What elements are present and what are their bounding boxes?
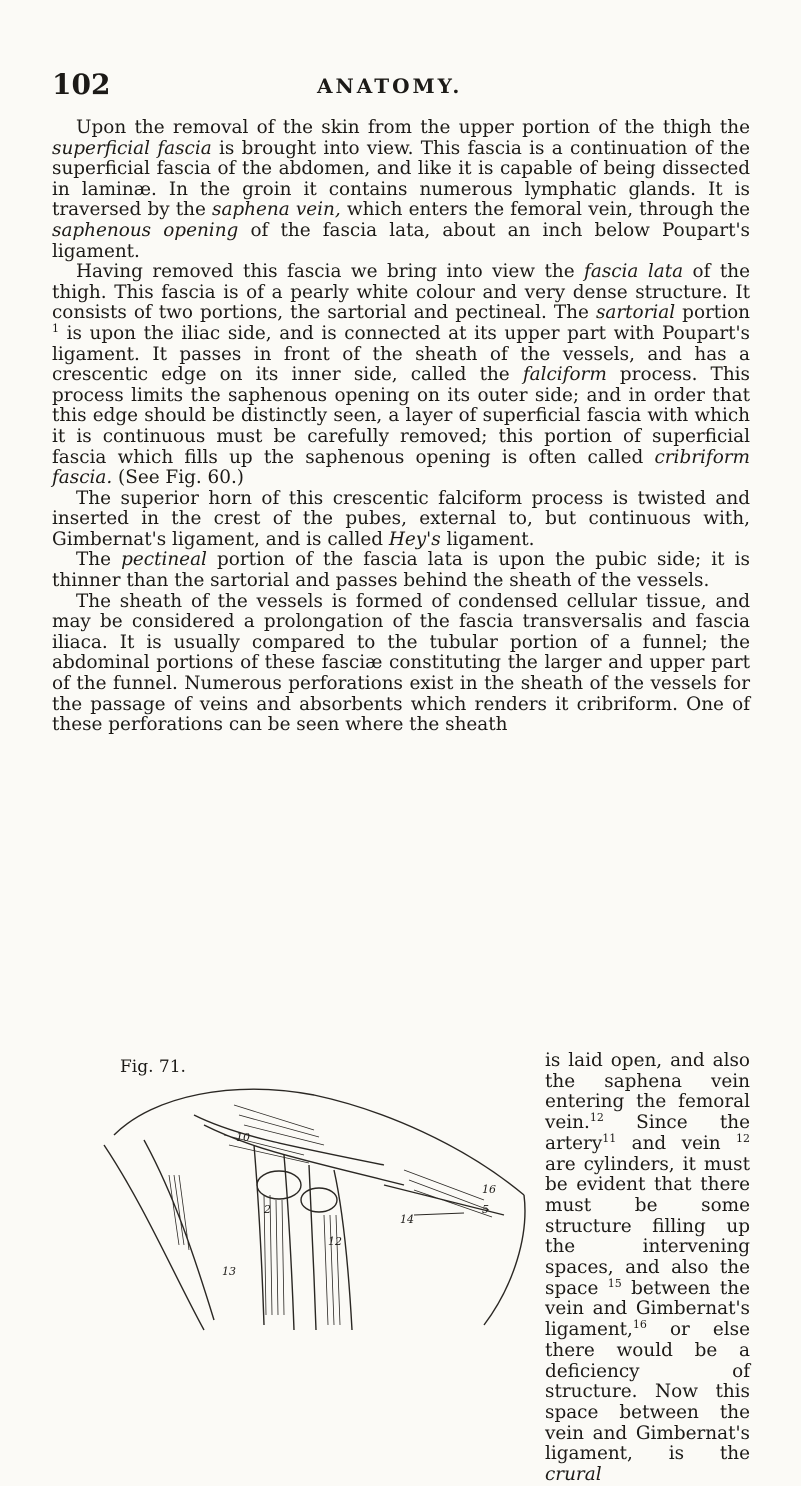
anatomical-illustration [84, 1075, 540, 1335]
figure-number-10: 10 [236, 1131, 250, 1144]
paragraph-5: The sheath of the vessels is formed of condensed cellular tissue, and may be considered a prolongation of the fascia transversalis and fascia iliaca. It is usually compared to the tubular portion of a funnel; the abdominal portions of these fasciæ constituting the larger and upper part of the funnel. Numerous perforations exist in the sheath of the vessels for the passage of veins and absorbents which renders it cribriform. One of these perforations can be seen where the sheath [52, 590, 750, 736]
figure-number-16: 16 [482, 1183, 496, 1196]
main-text [52, 118, 750, 736]
figure-number-13: 13 [222, 1265, 236, 1278]
fig-71-drawing [84, 1075, 540, 1335]
figure-number-12: 12 [328, 1235, 342, 1248]
figure-number-2: 2 [264, 1203, 271, 1216]
figure-label: Fig. 71. [120, 1057, 186, 1077]
paragraph-4: The pectineal portion of the fascia lata is upon the pubic side; it is thinner than the sartorial and passes behind the sheath of the vessels. [52, 549, 750, 592]
page-number: 102 [52, 68, 111, 101]
running-title: ANATOMY. [317, 74, 463, 98]
paragraph-3: The superior horn of this crescentic falciform process is twisted and inserted in the crest of the pubes, external to, but continuous with, Gimbernat's ligament, and is called Hey's ligament. [52, 487, 750, 550]
wrapped-text: is laid open, and also the saphena vein entering the femoral vein.$^{12}$ Since the artery$^{11}$ and vein $^{12}$ are cylinders, it must be evident that there must be some structure filling up the intervening spaces, and also the space $^{15}$ between the vein and Gimbernat's ligament,$^{16}$ or else there would be a deficiency of structure. Now this space between the vein and Gimbernat's ligament, is the crural [545, 1050, 750, 1486]
figure-number-5: 5 [482, 1203, 489, 1216]
paragraph-1: Upon the removal of the skin from the upper portion of the thigh the superficial fascia is brought into view. This fascia is a continuation of the superficial fascia of the abdomen, and like it is capable of being dissected in laminæ. In the groin it contains numerous lymphatic glands. It is traversed by the saphena vein, which enters the femoral vein, through the saphenous opening of the fascia lata, about an inch below Poupart's ligament. [52, 117, 750, 262]
page-header [52, 68, 752, 102]
paragraph-2: Having removed this fascia we bring into view the fascia lata of the thigh. This fascia is of a pearly white colour and very dense structure. It consists of two portions, the sartorial and pectineal. The sartorial portion $^1$ is upon the iliac side, and is connected at its upper part with Poupart's ligament. It passes in front of the sheath of the vessels, and has a crescentic edge on its inner side, called the falciform process. This process limits the saphenous opening on its outer side; and in order that this edge should be distinctly seen, a layer of superficial fascia with which it is continuous must be carefully removed; this portion of superficial fascia which fills up the saphenous opening is often called cribriform fascia. (See Fig. 60.) [52, 261, 750, 489]
figure-number-14: 14 [400, 1213, 414, 1226]
